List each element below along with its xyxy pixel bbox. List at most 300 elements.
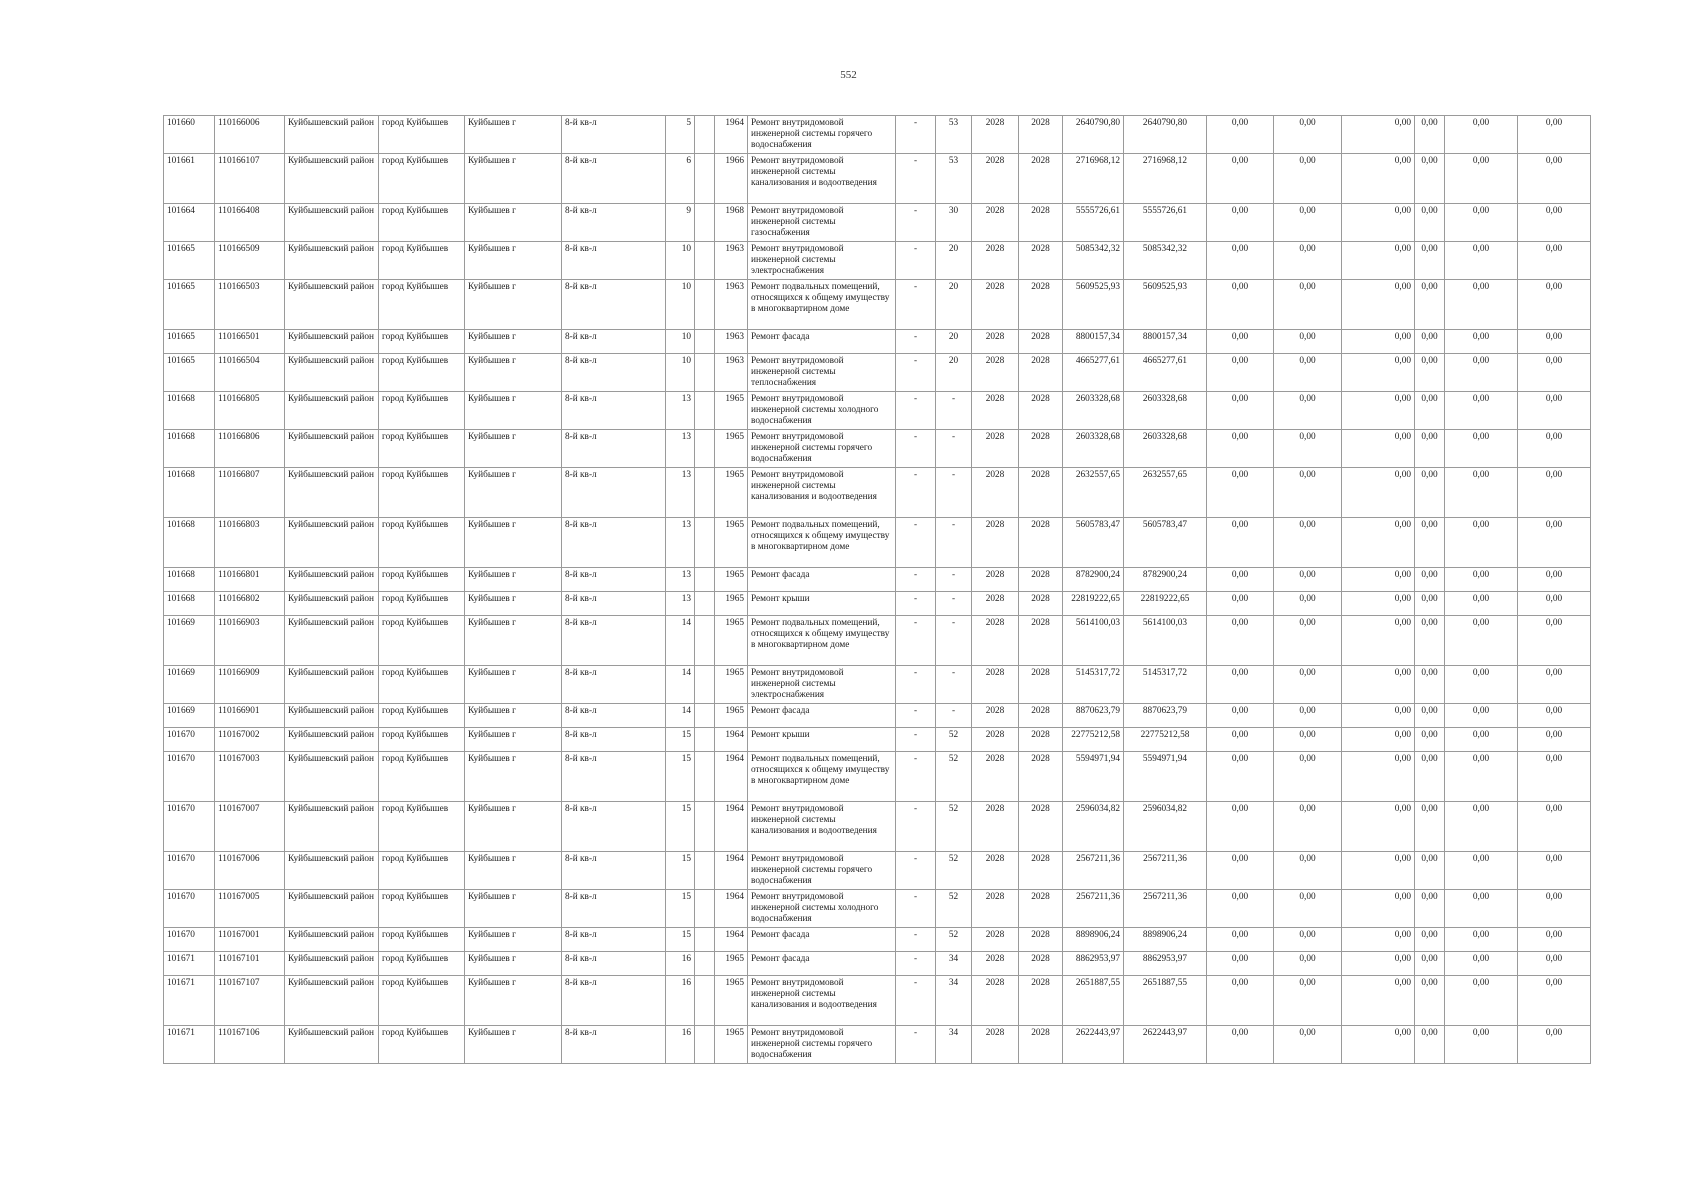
cell-owners-share: 0,00 (1415, 204, 1445, 242)
cell-reserve: 0,00 (1518, 704, 1591, 728)
cell-other-sources: 0,00 (1445, 952, 1518, 976)
cell-house-number: 14 (666, 616, 695, 666)
cell-budget-federal: 0,00 (1207, 518, 1274, 568)
cell-street: 8-й кв-л (562, 154, 666, 204)
cell-building (695, 392, 715, 430)
cell-municipality: город Куйбышев (379, 802, 465, 852)
table-row (164, 728, 1591, 752)
cell-owners-share: 0,00 (1415, 616, 1445, 666)
cell-total-cost: 2640790,80 (1063, 116, 1124, 154)
cell-wear-percent: 20 (936, 330, 972, 354)
cell-budget-regional: 0,00 (1274, 468, 1342, 518)
cell-system-code: 110167006 (215, 852, 285, 890)
cell-fund-cost: 2651887,55 (1124, 976, 1207, 1026)
cell-wear-percent: 52 (936, 752, 972, 802)
cell-district: Куйбышевский район (285, 280, 379, 330)
cell-district: Куйбышевский район (285, 890, 379, 928)
cell-plan-year-start: 2028 (972, 616, 1019, 666)
table-row (164, 592, 1591, 616)
cell-work-type: Ремонт фасада (748, 330, 896, 354)
cell-record-id: 101671 (164, 976, 215, 1026)
cell-build-year: 1968 (715, 204, 748, 242)
cell-system-code: 110166006 (215, 116, 285, 154)
cell-budget-federal: 0,00 (1207, 354, 1274, 392)
cell-settlement: Куйбышев г (465, 568, 562, 592)
cell-record-id: 101665 (164, 354, 215, 392)
cell-record-id: 101671 (164, 952, 215, 976)
cell-plan-year-start: 2028 (972, 468, 1019, 518)
cell-work-type: Ремонт внутридомовой инженерной системы холодного водоснабжения (748, 890, 896, 928)
cell-reserve: 0,00 (1518, 666, 1591, 704)
cell-street: 8-й кв-л (562, 242, 666, 280)
cell-work-type: Ремонт подвальных помещений, относящихся к общему имуществу в многоквартирном доме (748, 280, 896, 330)
cell-street: 8-й кв-л (562, 1026, 666, 1064)
cell-system-code: 110166107 (215, 154, 285, 204)
cell-area: - (896, 354, 936, 392)
cell-plan-year-start: 2028 (972, 204, 1019, 242)
cell-wear-percent: - (936, 704, 972, 728)
cell-work-type: Ремонт внутридомовой инженерной системы горячего водоснабжения (748, 116, 896, 154)
cell-system-code: 110166802 (215, 592, 285, 616)
cell-budget-local: 0,00 (1342, 116, 1415, 154)
cell-build-year: 1965 (715, 568, 748, 592)
cell-build-year: 1965 (715, 518, 748, 568)
cell-work-type: Ремонт фасада (748, 928, 896, 952)
cell-budget-local: 0,00 (1342, 518, 1415, 568)
cell-owners-share: 0,00 (1415, 392, 1445, 430)
cell-district: Куйбышевский район (285, 204, 379, 242)
cell-house-number: 15 (666, 890, 695, 928)
cell-fund-cost: 8782900,24 (1124, 568, 1207, 592)
cell-fund-cost: 5145317,72 (1124, 666, 1207, 704)
cell-building (695, 204, 715, 242)
cell-fund-cost: 8898906,24 (1124, 928, 1207, 952)
cell-plan-year-end: 2028 (1019, 704, 1063, 728)
cell-budget-local: 0,00 (1342, 952, 1415, 976)
cell-wear-percent: 30 (936, 204, 972, 242)
cell-budget-federal: 0,00 (1207, 330, 1274, 354)
cell-plan-year-end: 2028 (1019, 204, 1063, 242)
cell-reserve: 0,00 (1518, 752, 1591, 802)
cell-owners-share: 0,00 (1415, 330, 1445, 354)
cell-wear-percent: 34 (936, 952, 972, 976)
cell-system-code: 110166504 (215, 354, 285, 392)
cell-work-type: Ремонт внутридомовой инженерной системы горячего водоснабжения (748, 1026, 896, 1064)
cell-owners-share: 0,00 (1415, 518, 1445, 568)
cell-building (695, 280, 715, 330)
table-row (164, 666, 1591, 704)
cell-plan-year-start: 2028 (972, 430, 1019, 468)
cell-wear-percent: - (936, 666, 972, 704)
cell-municipality: город Куйбышев (379, 704, 465, 728)
cell-budget-local: 0,00 (1342, 568, 1415, 592)
cell-settlement: Куйбышев г (465, 616, 562, 666)
cell-record-id: 101668 (164, 392, 215, 430)
cell-system-code: 110166807 (215, 468, 285, 518)
cell-budget-federal: 0,00 (1207, 852, 1274, 890)
cell-owners-share: 0,00 (1415, 242, 1445, 280)
cell-street: 8-й кв-л (562, 890, 666, 928)
cell-house-number: 9 (666, 204, 695, 242)
cell-settlement: Куйбышев г (465, 952, 562, 976)
cell-total-cost: 5614100,03 (1063, 616, 1124, 666)
cell-fund-cost: 5555726,61 (1124, 204, 1207, 242)
cell-fund-cost: 22819222,65 (1124, 592, 1207, 616)
cell-other-sources: 0,00 (1445, 468, 1518, 518)
cell-wear-percent: 20 (936, 280, 972, 330)
cell-municipality: город Куйбышев (379, 928, 465, 952)
cell-fund-cost: 8800157,34 (1124, 330, 1207, 354)
cell-settlement: Куйбышев г (465, 330, 562, 354)
cell-house-number: 13 (666, 392, 695, 430)
cell-system-code: 110167003 (215, 752, 285, 802)
cell-municipality: город Куйбышев (379, 354, 465, 392)
cell-street: 8-й кв-л (562, 568, 666, 592)
cell-budget-regional: 0,00 (1274, 952, 1342, 976)
cell-system-code: 110166806 (215, 430, 285, 468)
cell-street: 8-й кв-л (562, 704, 666, 728)
cell-plan-year-start: 2028 (972, 330, 1019, 354)
cell-other-sources: 0,00 (1445, 430, 1518, 468)
cell-record-id: 101670 (164, 802, 215, 852)
cell-record-id: 101668 (164, 468, 215, 518)
table-row (164, 518, 1591, 568)
cell-budget-regional: 0,00 (1274, 802, 1342, 852)
cell-record-id: 101669 (164, 704, 215, 728)
cell-work-type: Ремонт внутридомовой инженерной системы теплоснабжения (748, 354, 896, 392)
cell-plan-year-end: 2028 (1019, 890, 1063, 928)
cell-plan-year-start: 2028 (972, 154, 1019, 204)
cell-record-id: 101664 (164, 204, 215, 242)
cell-district: Куйбышевский район (285, 392, 379, 430)
cell-budget-local: 0,00 (1342, 204, 1415, 242)
cell-build-year: 1965 (715, 1026, 748, 1064)
cell-fund-cost: 2640790,80 (1124, 116, 1207, 154)
cell-reserve: 0,00 (1518, 592, 1591, 616)
cell-house-number: 15 (666, 752, 695, 802)
cell-district: Куйбышевский район (285, 852, 379, 890)
cell-fund-cost: 2567211,36 (1124, 852, 1207, 890)
cell-total-cost: 5555726,61 (1063, 204, 1124, 242)
table-row (164, 154, 1591, 204)
cell-municipality: город Куйбышев (379, 666, 465, 704)
cell-area: - (896, 616, 936, 666)
cell-build-year: 1963 (715, 330, 748, 354)
cell-settlement: Куйбышев г (465, 890, 562, 928)
cell-wear-percent: 52 (936, 852, 972, 890)
table-row (164, 976, 1591, 1026)
cell-wear-percent: 53 (936, 154, 972, 204)
cell-building (695, 952, 715, 976)
cell-work-type: Ремонт крыши (748, 592, 896, 616)
cell-build-year: 1965 (715, 430, 748, 468)
cell-budget-local: 0,00 (1342, 154, 1415, 204)
cell-budget-regional: 0,00 (1274, 568, 1342, 592)
cell-plan-year-start: 2028 (972, 952, 1019, 976)
cell-system-code: 110167101 (215, 952, 285, 976)
cell-district: Куйбышевский район (285, 116, 379, 154)
cell-reserve: 0,00 (1518, 890, 1591, 928)
cell-plan-year-end: 2028 (1019, 392, 1063, 430)
cell-system-code: 110167001 (215, 928, 285, 952)
cell-area: - (896, 518, 936, 568)
cell-district: Куйбышевский район (285, 354, 379, 392)
cell-system-code: 110166503 (215, 280, 285, 330)
cell-other-sources: 0,00 (1445, 568, 1518, 592)
cell-owners-share: 0,00 (1415, 468, 1445, 518)
cell-plan-year-start: 2028 (972, 568, 1019, 592)
cell-owners-share: 0,00 (1415, 704, 1445, 728)
cell-settlement: Куйбышев г (465, 852, 562, 890)
cell-record-id: 101668 (164, 592, 215, 616)
cell-budget-regional: 0,00 (1274, 242, 1342, 280)
cell-owners-share: 0,00 (1415, 928, 1445, 952)
cell-wear-percent: - (936, 568, 972, 592)
cell-total-cost: 4665277,61 (1063, 354, 1124, 392)
cell-work-type: Ремонт внутридомовой инженерной системы канализования и водоотведения (748, 802, 896, 852)
cell-plan-year-start: 2028 (972, 928, 1019, 952)
cell-street: 8-й кв-л (562, 280, 666, 330)
cell-municipality: город Куйбышев (379, 242, 465, 280)
cell-municipality: город Куйбышев (379, 852, 465, 890)
cell-build-year: 1965 (715, 468, 748, 518)
cell-fund-cost: 22775212,58 (1124, 728, 1207, 752)
cell-budget-local: 0,00 (1342, 392, 1415, 430)
cell-budget-federal: 0,00 (1207, 1026, 1274, 1064)
cell-house-number: 10 (666, 330, 695, 354)
cell-area: - (896, 204, 936, 242)
cell-total-cost: 8800157,34 (1063, 330, 1124, 354)
cell-municipality: город Куйбышев (379, 890, 465, 928)
cell-house-number: 5 (666, 116, 695, 154)
cell-house-number: 13 (666, 430, 695, 468)
table-row (164, 616, 1591, 666)
cell-area: - (896, 592, 936, 616)
cell-settlement: Куйбышев г (465, 280, 562, 330)
cell-record-id: 101665 (164, 242, 215, 280)
cell-plan-year-end: 2028 (1019, 568, 1063, 592)
cell-budget-local: 0,00 (1342, 468, 1415, 518)
cell-municipality: город Куйбышев (379, 976, 465, 1026)
cell-building (695, 704, 715, 728)
cell-wear-percent: - (936, 430, 972, 468)
cell-building (695, 1026, 715, 1064)
cell-record-id: 101670 (164, 752, 215, 802)
cell-reserve: 0,00 (1518, 430, 1591, 468)
cell-municipality: город Куйбышев (379, 952, 465, 976)
cell-budget-local: 0,00 (1342, 592, 1415, 616)
cell-area: - (896, 242, 936, 280)
cell-fund-cost: 5609525,93 (1124, 280, 1207, 330)
cell-building (695, 430, 715, 468)
cell-plan-year-end: 2028 (1019, 354, 1063, 392)
cell-reserve: 0,00 (1518, 728, 1591, 752)
cell-total-cost: 2651887,55 (1063, 976, 1124, 1026)
cell-municipality: город Куйбышев (379, 1026, 465, 1064)
cell-street: 8-й кв-л (562, 952, 666, 976)
cell-municipality: город Куйбышев (379, 330, 465, 354)
cell-record-id: 101668 (164, 518, 215, 568)
cell-plan-year-end: 2028 (1019, 852, 1063, 890)
cell-fund-cost: 8862953,97 (1124, 952, 1207, 976)
cell-other-sources: 0,00 (1445, 592, 1518, 616)
cell-budget-federal: 0,00 (1207, 430, 1274, 468)
cell-budget-regional: 0,00 (1274, 392, 1342, 430)
cell-reserve: 0,00 (1518, 154, 1591, 204)
cell-plan-year-start: 2028 (972, 1026, 1019, 1064)
cell-settlement: Куйбышев г (465, 354, 562, 392)
cell-plan-year-end: 2028 (1019, 430, 1063, 468)
cell-record-id: 101661 (164, 154, 215, 204)
cell-building (695, 802, 715, 852)
cell-house-number: 13 (666, 568, 695, 592)
cell-work-type: Ремонт внутридомовой инженерной системы горячего водоснабжения (748, 430, 896, 468)
cell-house-number: 13 (666, 592, 695, 616)
cell-total-cost: 2603328,68 (1063, 392, 1124, 430)
cell-budget-regional: 0,00 (1274, 928, 1342, 952)
cell-municipality: город Куйбышев (379, 154, 465, 204)
cell-total-cost: 2632557,65 (1063, 468, 1124, 518)
cell-building (695, 354, 715, 392)
cell-total-cost: 5609525,93 (1063, 280, 1124, 330)
cell-budget-regional: 0,00 (1274, 592, 1342, 616)
table-row (164, 204, 1591, 242)
cell-owners-share: 0,00 (1415, 1026, 1445, 1064)
cell-budget-regional: 0,00 (1274, 728, 1342, 752)
cell-plan-year-start: 2028 (972, 852, 1019, 890)
cell-building (695, 976, 715, 1026)
cell-plan-year-start: 2028 (972, 752, 1019, 802)
cell-build-year: 1963 (715, 354, 748, 392)
cell-fund-cost: 2632557,65 (1124, 468, 1207, 518)
cell-other-sources: 0,00 (1445, 928, 1518, 952)
cell-settlement: Куйбышев г (465, 430, 562, 468)
cell-budget-local: 0,00 (1342, 330, 1415, 354)
cell-total-cost: 22775212,58 (1063, 728, 1124, 752)
cell-build-year: 1964 (715, 890, 748, 928)
table-row (164, 116, 1591, 154)
cell-record-id: 101670 (164, 890, 215, 928)
cell-settlement: Куйбышев г (465, 392, 562, 430)
cell-fund-cost: 8870623,79 (1124, 704, 1207, 728)
table-row (164, 430, 1591, 468)
cell-work-type: Ремонт внутридомовой инженерной системы горячего водоснабжения (748, 852, 896, 890)
cell-other-sources: 0,00 (1445, 616, 1518, 666)
cell-other-sources: 0,00 (1445, 890, 1518, 928)
cell-budget-local: 0,00 (1342, 890, 1415, 928)
cell-building (695, 852, 715, 890)
cell-municipality: город Куйбышев (379, 592, 465, 616)
cell-house-number: 15 (666, 928, 695, 952)
table-row (164, 330, 1591, 354)
cell-street: 8-й кв-л (562, 204, 666, 242)
cell-plan-year-start: 2028 (972, 242, 1019, 280)
cell-reserve: 0,00 (1518, 392, 1591, 430)
cell-wear-percent: - (936, 616, 972, 666)
cell-reserve: 0,00 (1518, 976, 1591, 1026)
cell-budget-regional: 0,00 (1274, 354, 1342, 392)
cell-budget-regional: 0,00 (1274, 280, 1342, 330)
cell-build-year: 1965 (715, 616, 748, 666)
cell-build-year: 1964 (715, 852, 748, 890)
cell-budget-federal: 0,00 (1207, 116, 1274, 154)
cell-district: Куйбышевский район (285, 928, 379, 952)
table-row (164, 354, 1591, 392)
cell-owners-share: 0,00 (1415, 952, 1445, 976)
cell-build-year: 1964 (715, 116, 748, 154)
cell-owners-share: 0,00 (1415, 752, 1445, 802)
cell-system-code: 110166803 (215, 518, 285, 568)
cell-other-sources: 0,00 (1445, 154, 1518, 204)
cell-budget-federal: 0,00 (1207, 242, 1274, 280)
cell-budget-local: 0,00 (1342, 976, 1415, 1026)
table-row (164, 468, 1591, 518)
cell-record-id: 101668 (164, 568, 215, 592)
cell-total-cost: 5605783,47 (1063, 518, 1124, 568)
cell-district: Куйбышевский район (285, 518, 379, 568)
cell-total-cost: 8862953,97 (1063, 952, 1124, 976)
cell-other-sources: 0,00 (1445, 728, 1518, 752)
cell-street: 8-й кв-л (562, 752, 666, 802)
cell-budget-federal: 0,00 (1207, 802, 1274, 852)
cell-reserve: 0,00 (1518, 354, 1591, 392)
cell-plan-year-start: 2028 (972, 392, 1019, 430)
cell-record-id: 101670 (164, 728, 215, 752)
cell-owners-share: 0,00 (1415, 568, 1445, 592)
cell-district: Куйбышевский район (285, 1026, 379, 1064)
cell-record-id: 101671 (164, 1026, 215, 1064)
cell-fund-cost: 2567211,36 (1124, 890, 1207, 928)
cell-plan-year-end: 2028 (1019, 280, 1063, 330)
cell-work-type: Ремонт внутридомовой инженерной системы холодного водоснабжения (748, 392, 896, 430)
cell-wear-percent: 52 (936, 728, 972, 752)
cell-house-number: 15 (666, 802, 695, 852)
table-row (164, 890, 1591, 928)
cell-total-cost: 2622443,97 (1063, 1026, 1124, 1064)
cell-house-number: 16 (666, 976, 695, 1026)
cell-work-type: Ремонт внутридомовой инженерной системы канализования и водоотведения (748, 468, 896, 518)
cell-area: - (896, 976, 936, 1026)
cell-area: - (896, 280, 936, 330)
cell-other-sources: 0,00 (1445, 354, 1518, 392)
cell-owners-share: 0,00 (1415, 116, 1445, 154)
cell-system-code: 110166501 (215, 330, 285, 354)
cell-fund-cost: 2603328,68 (1124, 392, 1207, 430)
cell-settlement: Куйбышев г (465, 1026, 562, 1064)
cell-build-year: 1964 (715, 928, 748, 952)
cell-district: Куйбышевский район (285, 728, 379, 752)
table-row (164, 952, 1591, 976)
cell-budget-regional: 0,00 (1274, 752, 1342, 802)
cell-reserve: 0,00 (1518, 616, 1591, 666)
cell-budget-local: 0,00 (1342, 616, 1415, 666)
cell-house-number: 10 (666, 280, 695, 330)
cell-reserve: 0,00 (1518, 242, 1591, 280)
cell-plan-year-end: 2028 (1019, 666, 1063, 704)
cell-budget-regional: 0,00 (1274, 1026, 1342, 1064)
cell-street: 8-й кв-л (562, 430, 666, 468)
table-row (164, 280, 1591, 330)
cell-municipality: город Куйбышев (379, 392, 465, 430)
cell-system-code: 110166805 (215, 392, 285, 430)
cell-total-cost: 2716968,12 (1063, 154, 1124, 204)
cell-wear-percent: 52 (936, 928, 972, 952)
cell-owners-share: 0,00 (1415, 154, 1445, 204)
cell-plan-year-start: 2028 (972, 354, 1019, 392)
cell-work-type: Ремонт фасада (748, 568, 896, 592)
cell-municipality: город Куйбышев (379, 728, 465, 752)
cell-system-code: 110166903 (215, 616, 285, 666)
